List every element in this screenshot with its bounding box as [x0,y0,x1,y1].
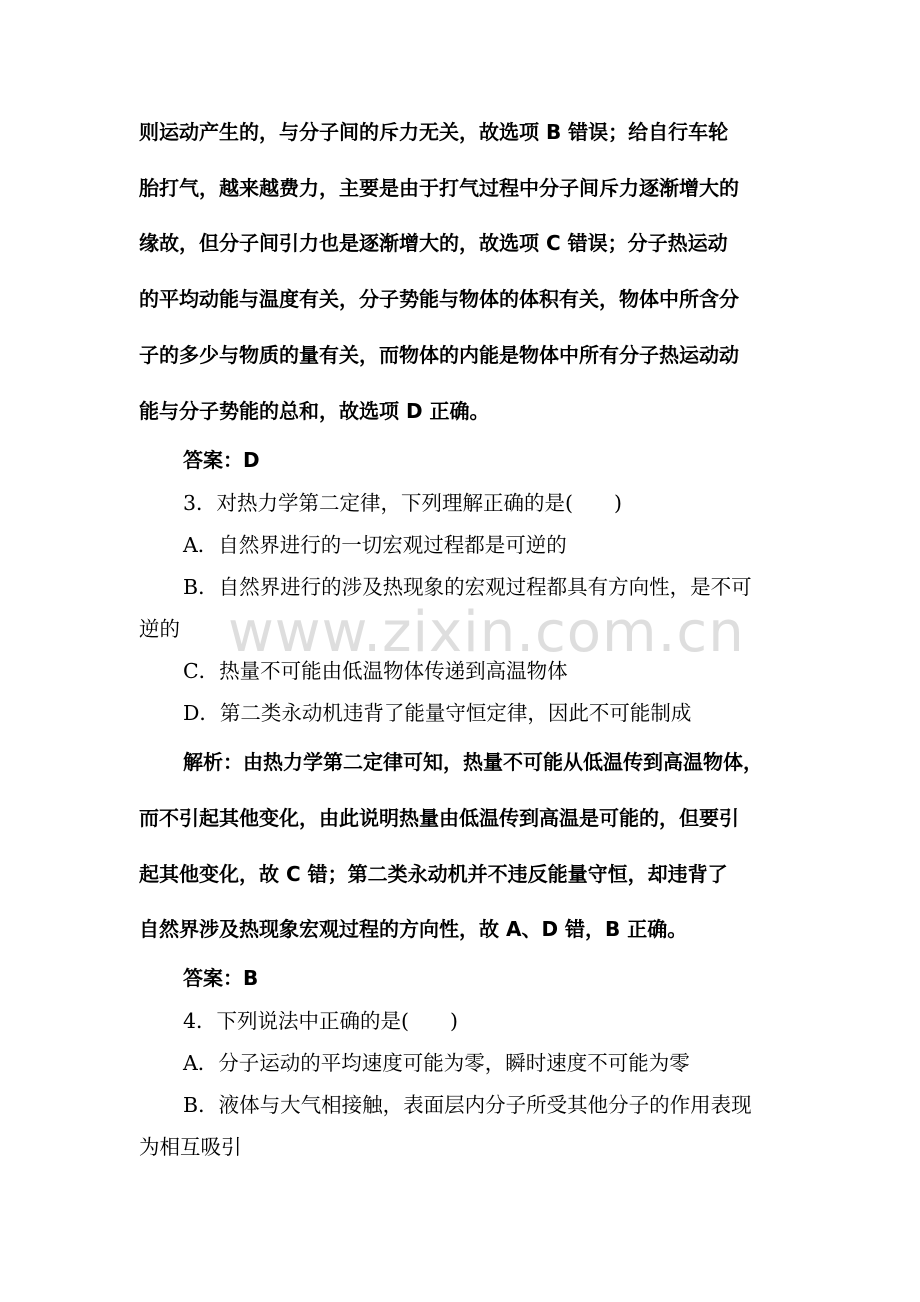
explanation-line: 的平均动能与温度有关，分子势能与物体的体积有关，物体中所含分 [139,287,739,311]
question-4-option-a: A．分子运动的平均速度可能为零，瞬时速度不可能为零 [183,1051,690,1075]
question-3-explanation-line: 自然界涉及热现象宏观过程的方向性，故 A、D 错，B 正确。 [139,917,688,941]
explanation-line: 则运动产生的，与分子间的斥力无关，故选项 B 错误；给自行车轮 [139,120,729,144]
question-3-explanation-line: 解析：由热力学第二定律可知，热量不可能从低温传到高温物体， [183,750,763,774]
question-4-stem: 4．下列说法中正确的是( ) [183,1009,459,1033]
question-4-option-b: B．液体与大气相接触，表面层内分子所受其他分子的作用表现 [183,1093,752,1117]
question-3-option-a: A．自然界进行的一切宏观过程都是可逆的 [183,533,567,557]
question-3-option-c: C．热量不可能由低温物体传递到高温物体 [183,659,568,683]
question-3-option-d: D．第二类永动机违背了能量守恒定律，因此不可能制成 [183,701,692,725]
question-3-option-b: B．自然界进行的涉及热现象的宏观过程都具有方向性，是不可 [183,575,752,599]
question-3-explanation-line: 起其他变化，故 C 错；第二类永动机并不违反能量守恒，却违背了 [139,862,728,886]
question-3-option-b-cont: 逆的 [139,617,180,641]
explanation-line: 缘故，但分子间引力也是逐渐增大的，故选项 C 错误；分子热运动 [139,231,728,255]
question-4-option-b-cont: 为相互吸引 [139,1135,242,1159]
explanation-line: 子的多少与物质的量有关，而物体的内能是物体中所有分子热运动动 [139,343,739,367]
explanation-line: 胎打气，越来越费力，主要是由于打气过程中分子间斥力逐渐增大的 [139,176,739,200]
question-3-explanation-line: 而不引起其他变化，由此说明热量由低温传到高温是可能的，但要引 [139,806,739,830]
answer-prev: 答案：D [183,448,260,472]
watermark-text: www.zixin.com.cn [228,600,745,665]
question-3-stem: 3．对热力学第二定律，下列理解正确的是( ) [183,491,623,515]
question-3-answer: 答案：B [183,966,259,990]
explanation-line: 能与分子势能的总和，故选项 D 正确。 [139,399,490,423]
